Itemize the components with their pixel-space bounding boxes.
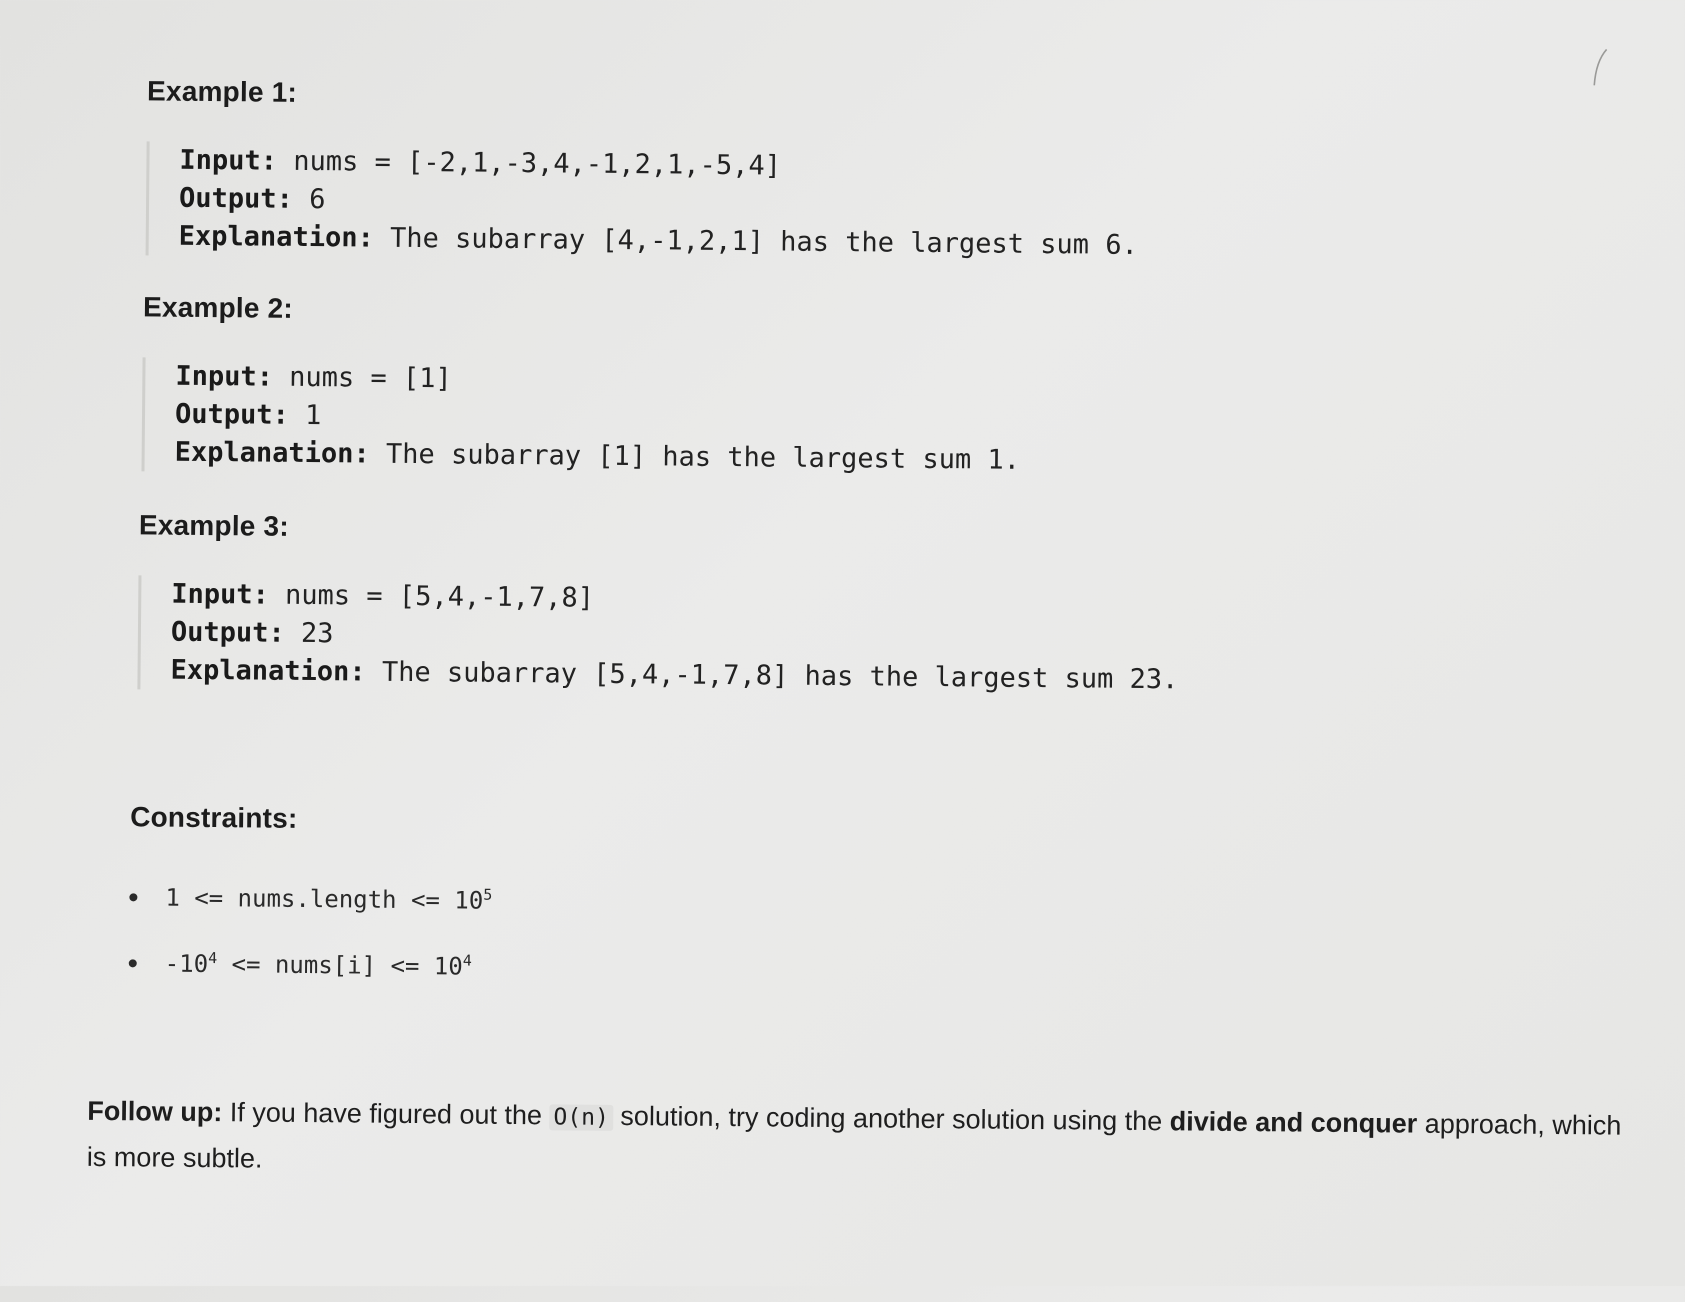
follow-up-paragraph [87,1089,1648,1194]
example-1-explanation-label: Explanation: [178,220,374,254]
constraint-2-text: <= nums[i] <= 10 [217,950,463,981]
pen-mark-icon [1591,47,1609,87]
example-3-input-value: nums = [5,4,-1,7,8] [284,579,595,614]
constraints-title: Constraints: [130,801,298,834]
example-3-explanation-value: The subarray [5,4,-1,7,8] has the largest sum 23. [381,656,1179,696]
example-3-output-value: 23 [300,617,334,650]
example-3-output-label: Output: [170,616,285,649]
example-2-title: Example 2: [142,291,294,324]
example-1-title: Example 1: [146,75,298,108]
follow-up-text-2: solution, try coding another solution using the [612,1100,1170,1137]
bullet-icon [129,959,137,967]
example-1-block [146,141,1139,265]
follow-up-complexity-code: O(n) [549,1104,613,1131]
constraint-1-exponent: 5 [483,885,493,904]
constraint-item-2 [128,943,492,1012]
constraint-item-1 [129,877,493,946]
example-2-output-value: 1 [304,399,322,432]
example-2-block [141,357,1020,479]
follow-up-text-1: If you have figured out the [222,1097,550,1131]
example-3-title: Example 3: [138,509,289,542]
example-2-output-label: Output: [174,398,289,431]
example-2-input-label: Input: [175,360,274,393]
example-1-output-label: Output: [178,182,294,215]
example-1-explanation-value: The subarray [4,-1,2,1] has the largest sum 6. [389,222,1138,261]
constraint-2-exponent: 4 [208,949,218,968]
example-3-input-label: Input: [171,578,269,611]
example-1-output-value: 6 [309,183,326,216]
follow-up-approach: divide and conquer [1169,1106,1418,1139]
example-3-explanation-label: Explanation: [170,654,366,688]
example-2-explanation-line [174,434,1020,480]
example-2-explanation-label: Explanation: [174,436,370,470]
example-2-input-value: nums = [1] [289,361,452,395]
example-1-input-value: nums = [-2,1,-3,4,-1,2,1,-5,4] [293,145,782,182]
example-1-explanation-line [179,218,1138,265]
follow-up-text-3: approach, which is more subtle. [86,1108,1622,1174]
constraint-2-exponent-2: 4 [462,951,472,970]
constraint-2-prefix: -10 [164,949,209,979]
example-1-input-label: Input: [179,144,278,177]
example-3-block [137,575,1179,699]
example-2-explanation-value: The subarray [1] has the largest sum 1. [385,438,1021,476]
constraints-list [128,877,492,1012]
constraint-1-text: 1 <= nums.length <= 10 [165,883,484,915]
follow-up-label: Follow up: [87,1095,223,1128]
bullet-icon [129,893,137,901]
